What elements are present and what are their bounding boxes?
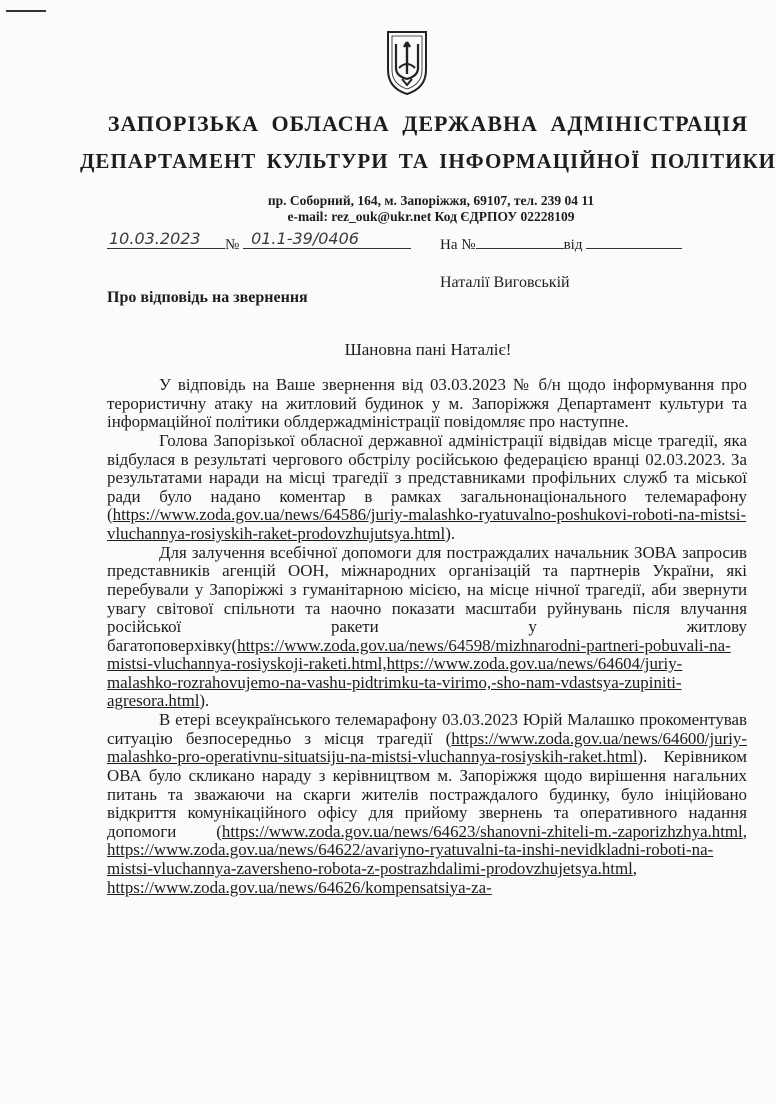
news-link[interactable]: https://www.zoda.gov.ua/news/64623/shanovni-zhiteli-m.-zaporizhzhya.html (221, 821, 743, 841)
letter-subject: Про відповідь на звернення (107, 289, 308, 306)
number-label: № (225, 237, 240, 253)
news-link[interactable]: https://www.zoda.gov.ua/news/64626/kompensatsiya-za- (107, 877, 492, 897)
letter-body (107, 376, 747, 897)
reply-number-label: На № (440, 237, 476, 253)
paragraph-2 (107, 432, 747, 544)
handwritten-number: 01.1-39/0406 (251, 229, 359, 248)
recipient-name: Наталії Виговській (440, 274, 570, 291)
paragraph-text: ). Керівником ОВА було скликано нараду з керівництвом м. Запоріжжя щодо вирішення нагальних питань та зважаючи на скарги жителів постраждалого будинку, було ініційовано відкриття комунікаційного офісу для прийому звернень та оперативного надання допомоги ( (107, 747, 747, 841)
reply-date-blank (586, 233, 682, 249)
link-separator: , (632, 859, 638, 878)
number-field (243, 229, 411, 249)
paragraph-4 (107, 711, 747, 897)
paragraph-1 (107, 376, 747, 432)
reply-number-blank (476, 233, 564, 249)
date-field (107, 229, 225, 249)
news-link[interactable]: https://www.zoda.gov.ua/news/64600/juriy-malashko-pro-operativnu-situatsiju-na-mistsi-vluchannya-rosiyskih-raket.html (107, 728, 747, 767)
paragraph-text: Голова Запорізької обласної державної адміністрації відвідав місце трагедії, яка відбулася в результаті чергового обстрілу російською федерацією вранці 02.03.2023. За результатами наради на місці трагедії з представниками профільних служб та міської ради було надано коментар в рамках загальнонаціонального телемарафону ( (107, 430, 747, 525)
email-code-line: e-mail: rez_ouk@ukr.net Код ЄДРПОУ 02228109 (287, 209, 575, 224)
salutation: Шановна пані Наталіє! (344, 340, 512, 359)
org-name-heading: ЗАПОРІЗЬКА ОБЛАСНА ДЕРЖАВНА АДМІНІСТРАЦІЯ (107, 111, 749, 136)
paragraph-text: В етері всеукраїнського телемарафону 03.03.2023 Юрій Малашко прокоментував ситуацію безпосередньо з місця трагедії ( (107, 710, 747, 748)
paragraph-tail: ). (199, 691, 210, 711)
paragraph-tail: ). (445, 523, 456, 543)
news-link[interactable]: https://www.zoda.gov.ua/news/64622/avariyno-ryatuvalni-ta-inshi-nevidkladni-roboti-na-mistsi-vluchannya-zaversheno-robota-z-postrazhdalimi-prodovzhujetsya.html (107, 840, 714, 878)
news-link[interactable]: https://www.zoda.gov.ua/news/64598/mizhnarodni-partneri-pobuvali-na-mistsi-vluchannya-rosiyskoji-raketi.html,https://www.zoda.gov.ua/news/64604/juriy-malashko-rozrahovujemo-na-vashu-pidtrimku-ta-virimo,-sho-nam-vdastsya-zupiniti-agresora.html (107, 635, 731, 711)
address-line: пр. Соборний, 164, м. Запоріжжя, 69107, тел. 239 04 11 (267, 193, 595, 208)
paragraph-text: У відповідь на Ваше звернення від 03.03.2023 № б/н щодо інформування про терористичну атаку на житловий будинок у м. Запоріжжя Департамент культури та інформаційної політики облдержадміністрації повідомляє про наступне. (107, 375, 747, 432)
scan-artifact-mark (6, 10, 46, 12)
news-link[interactable]: https://www.zoda.gov.ua/news/64586/juriy-malashko-ryatuvalno-poshukovi-roboti-na-mistsi-vluchannya-rosiyskih-raket-prodovzhujutsya.html (107, 505, 747, 543)
paragraph-text: Для залучення всебічної допомоги для постраждалих начальник ЗОВА запросив представників агенцій ООН, міжнародних організацій та партнерів України, які перебували у Запоріжжі з гуманітарною місією, на місце нічної трагедії, аби звернути увагу світової спільноти та наочно показати масштаби руйнувань після влучання російської ракети у житлову багатоповерхівку( (107, 542, 747, 655)
trident-coat-of-arms-icon (385, 30, 429, 96)
handwritten-date: 10.03.2023 (109, 229, 201, 248)
reply-from-label: від (563, 237, 583, 253)
outgoing-registration (107, 229, 411, 254)
department-heading: ДЕПАРТАМЕНТ КУЛЬТУРИ ТА ІНФОРМАЦІЙНОЇ ПОЛІТИКИ (79, 149, 776, 173)
link-separator: , (742, 821, 747, 841)
paragraph-3 (107, 544, 747, 711)
incoming-reference (440, 233, 682, 254)
